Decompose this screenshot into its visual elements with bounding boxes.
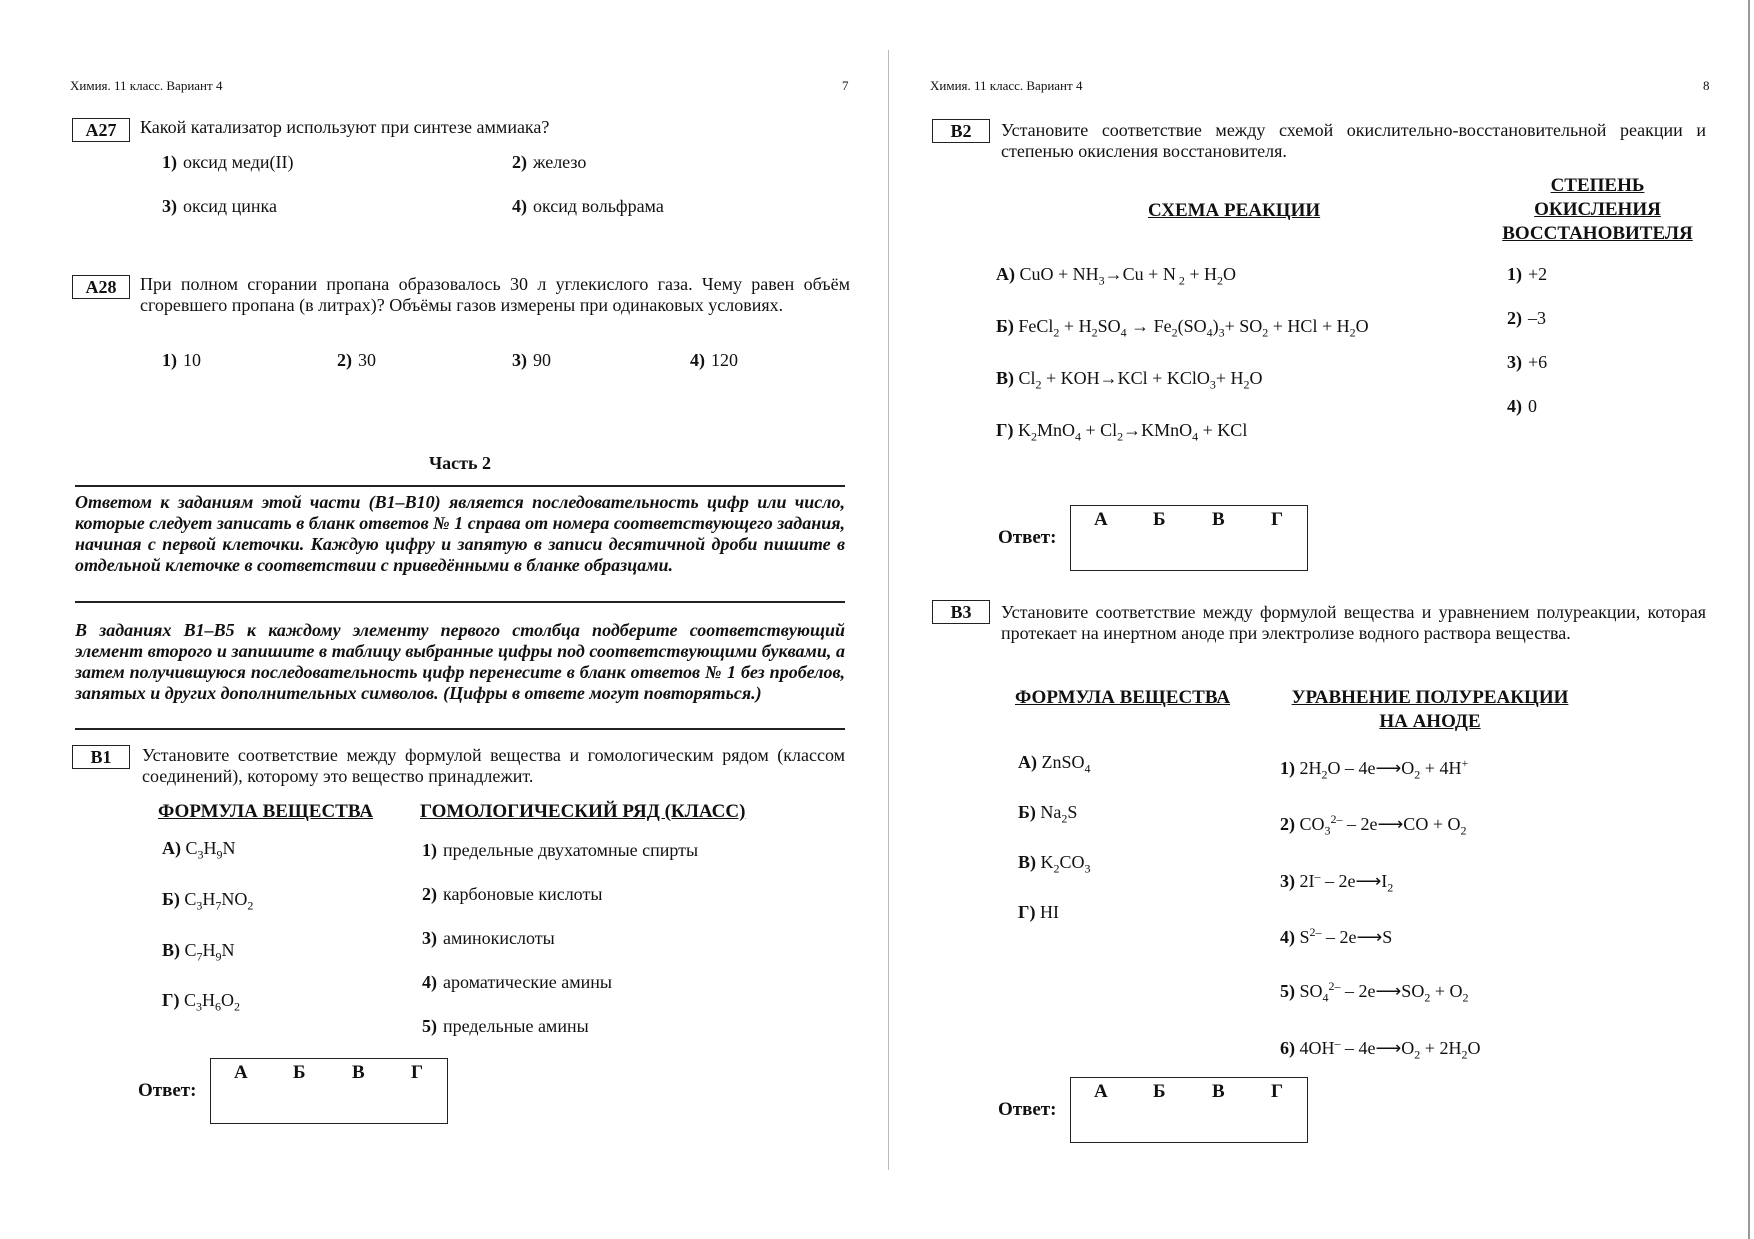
a27-option-1: 1) оксид меди(II) [162, 152, 294, 172]
a28-option-3: 3) 90 [512, 350, 551, 370]
rule [75, 601, 845, 603]
b3-formula-b: Б) $Na_2S$ [1018, 802, 1078, 826]
a28-label: A28 [72, 275, 130, 299]
b1-answer-box[interactable] [210, 1058, 448, 1124]
part2-instructions: Ответом к заданиям этой части (В1–В10) является последовательность цифр или число, которые следует записать в бланк ответов № 1 справа от номера соответствующего задания, начиная с первой клеточки. Каждую цифру и запятую в записи десятичной дроби пишите в отдельной клеточке в соответствии с приведёнными в бланке образцами. [75, 492, 845, 575]
b3-formula-v: В) $K_2CO_3$ [1018, 852, 1091, 876]
b1-question: Установите соответствие между формулой вещества и гомологическим рядом (классом соединений), которому это вещество принадлежит. [142, 745, 845, 786]
b3-option-5: 5) $SO_4^{2-}$ – $2e⟶SO_2 + O_2$ [1280, 979, 1469, 1005]
b2-question: Установите соответствие между схемой окислительно-восстановительной реакции и степенью окисления восстановителя. [1001, 120, 1706, 161]
b1-option-1: 1) предельные двухатомные спирты [422, 840, 699, 860]
rule [75, 728, 845, 730]
b2-option-1: 1) +2 [1507, 264, 1548, 284]
b3-answer-box[interactable] [1070, 1077, 1308, 1143]
b3-col2-heading: УРАВНЕНИЕ ПОЛУРЕАКЦИИ НА АНОДЕ [1291, 687, 1569, 732]
answer-letter-v: В [352, 1062, 365, 1083]
a27-question: Какой катализатор используют при синтезе аммиака? [140, 117, 550, 137]
b1-formula-a: А) $C_3H_9N$ [162, 838, 236, 862]
b3-col1-heading: ФОРМУЛА ВЕЩЕСТВА [1015, 687, 1231, 708]
b3-answer-label: Ответ: [998, 1099, 1057, 1120]
b1-formula-b: Б) $C_3H_7NO_2$ [162, 889, 254, 913]
b3-option-2: 2) $CO_3^{2-}$ – 2e⟶CO + $O_2$ [1280, 812, 1467, 838]
b2-option-2: 2) –3 [1507, 308, 1546, 328]
rule [75, 485, 845, 487]
answer-letter-v: В [1212, 509, 1225, 530]
right-page-number: 8 [1703, 78, 1710, 93]
b3-question: Установите соответствие между формулой вещества и уравнением полуреакции, которая протекает на инертном аноде при электролизе водного раствора вещества. [1001, 602, 1706, 643]
b1-label: B1 [72, 745, 130, 769]
b2-label: B2 [932, 119, 990, 143]
b1-answer-label: Ответ: [138, 1080, 197, 1101]
b3-option-1: 1) $2H_2O$ – $4e⟶O_2 + 4H^+$ [1280, 756, 1469, 782]
answer-letter-a: А [234, 1062, 248, 1083]
b1-formula-v: В) $C_7H_9N$ [162, 940, 235, 964]
a28-option-2: 2) 30 [337, 350, 376, 370]
a27-option-3: 3) оксид цинка [162, 196, 277, 216]
page-divider [888, 50, 889, 1170]
b1-col2-heading: ГОМОЛОГИЧЕСКИЙ РЯД (КЛАСС) [420, 801, 746, 822]
b2-answer-label: Ответ: [998, 527, 1057, 548]
b1-b5-instructions: В заданиях В1–В5 к каждому элементу первого столбца подберите соответствующий элемент второго и запишите в таблицу выбранные цифры под соответствующими буквами, а затем получившуюся последовательность цифр перенесите в бланк ответов № 1 без пробелов, запятых и других дополнительных символов. (Цифры в ответе могут повторяться.) [75, 620, 845, 703]
b1-option-4: 4) ароматические амины [422, 972, 613, 992]
b3-formula-g: Г) HI [1018, 902, 1059, 922]
a27-option-2: 2) железо [512, 152, 587, 172]
b3-option-4: 4) $S^{2-}$ – 2e⟶S [1280, 925, 1393, 947]
answer-letter-b: Б [1153, 1081, 1166, 1102]
b2-col1-heading: СХЕМА РЕАКЦИИ [1148, 200, 1321, 221]
b2-col2-heading: СТЕПЕНЬ ОКИСЛЕНИЯ ВОССТАНОВИТЕЛЯ [1502, 175, 1693, 244]
a28-option-1: 1) 10 [162, 350, 201, 370]
b2-scheme-b: Б) FeCl$_2$ + $H_2SO_4 \to Fe_2(SO_4)_3+ SO_2$ + HCl + $H_2O$ [996, 316, 1369, 340]
b2-option-3: 3) +6 [1507, 352, 1548, 372]
b2-scheme-v: В) $Cl_2 + KOH\to KCl$ + KClO$_3$+ $H_2O$ [996, 368, 1263, 392]
b2-scheme-g: Г) $K_2MnO_4$ + $Cl_2\to KMnO_4$ + KCl [996, 420, 1248, 444]
left-header: Химия. 11 класс. Вариант 4 [70, 78, 223, 93]
a28-option-4: 4) 120 [690, 350, 738, 370]
answer-letter-g: Г [411, 1062, 424, 1083]
answer-letter-a: А [1094, 1081, 1108, 1102]
b3-label: B3 [932, 600, 990, 624]
answer-letter-g: Г [1271, 509, 1284, 530]
b1-option-5: 5) предельные амины [422, 1016, 589, 1036]
answer-letter-v: В [1212, 1081, 1225, 1102]
page-edge [1748, 0, 1750, 1239]
a27-label: A27 [72, 118, 130, 142]
right-header: Химия. 11 класс. Вариант 4 [930, 78, 1083, 93]
b2-option-4: 4) 0 [1507, 396, 1537, 416]
b2-answer-box[interactable] [1070, 505, 1308, 571]
part2-title: Часть 2 [428, 453, 492, 473]
answer-letter-g: Г [1271, 1081, 1284, 1102]
a28-question: При полном сгорании пропана образовалось 30 л углекислого газа. Чему равен объём сгоревшего пропана (в литрах)? Объёмы газов измерены при одинаковых условиях. [140, 274, 850, 315]
b1-option-3: 3) аминокислоты [422, 928, 555, 948]
answer-letter-a: А [1094, 509, 1108, 530]
b1-formula-g: Г) $C_3H_6O_2$ [162, 990, 240, 1014]
answer-letter-b: Б [1153, 509, 1166, 530]
answer-letter-b: Б [293, 1062, 306, 1083]
b1-col1-heading: ФОРМУЛА ВЕЩЕСТВА [158, 801, 374, 822]
b3-option-6: 6) $4OH^- - 4e⟶O_2 + 2H_2O$ [1280, 1036, 1481, 1062]
left-page-number: 7 [842, 78, 849, 93]
b1-option-2: 2) карбоновые кислоты [422, 884, 603, 904]
b3-formula-a: А) ZnSO$_4$ [1018, 752, 1091, 776]
b3-option-3: 3) $2I^- - 2e⟶I_2$ [1280, 869, 1394, 895]
a27-option-4: 4) оксид вольфрама [512, 196, 664, 216]
b2-scheme-a: А) CuO + $NH_3\to Cu + N$ $_2 + H_2O$ [996, 264, 1236, 288]
